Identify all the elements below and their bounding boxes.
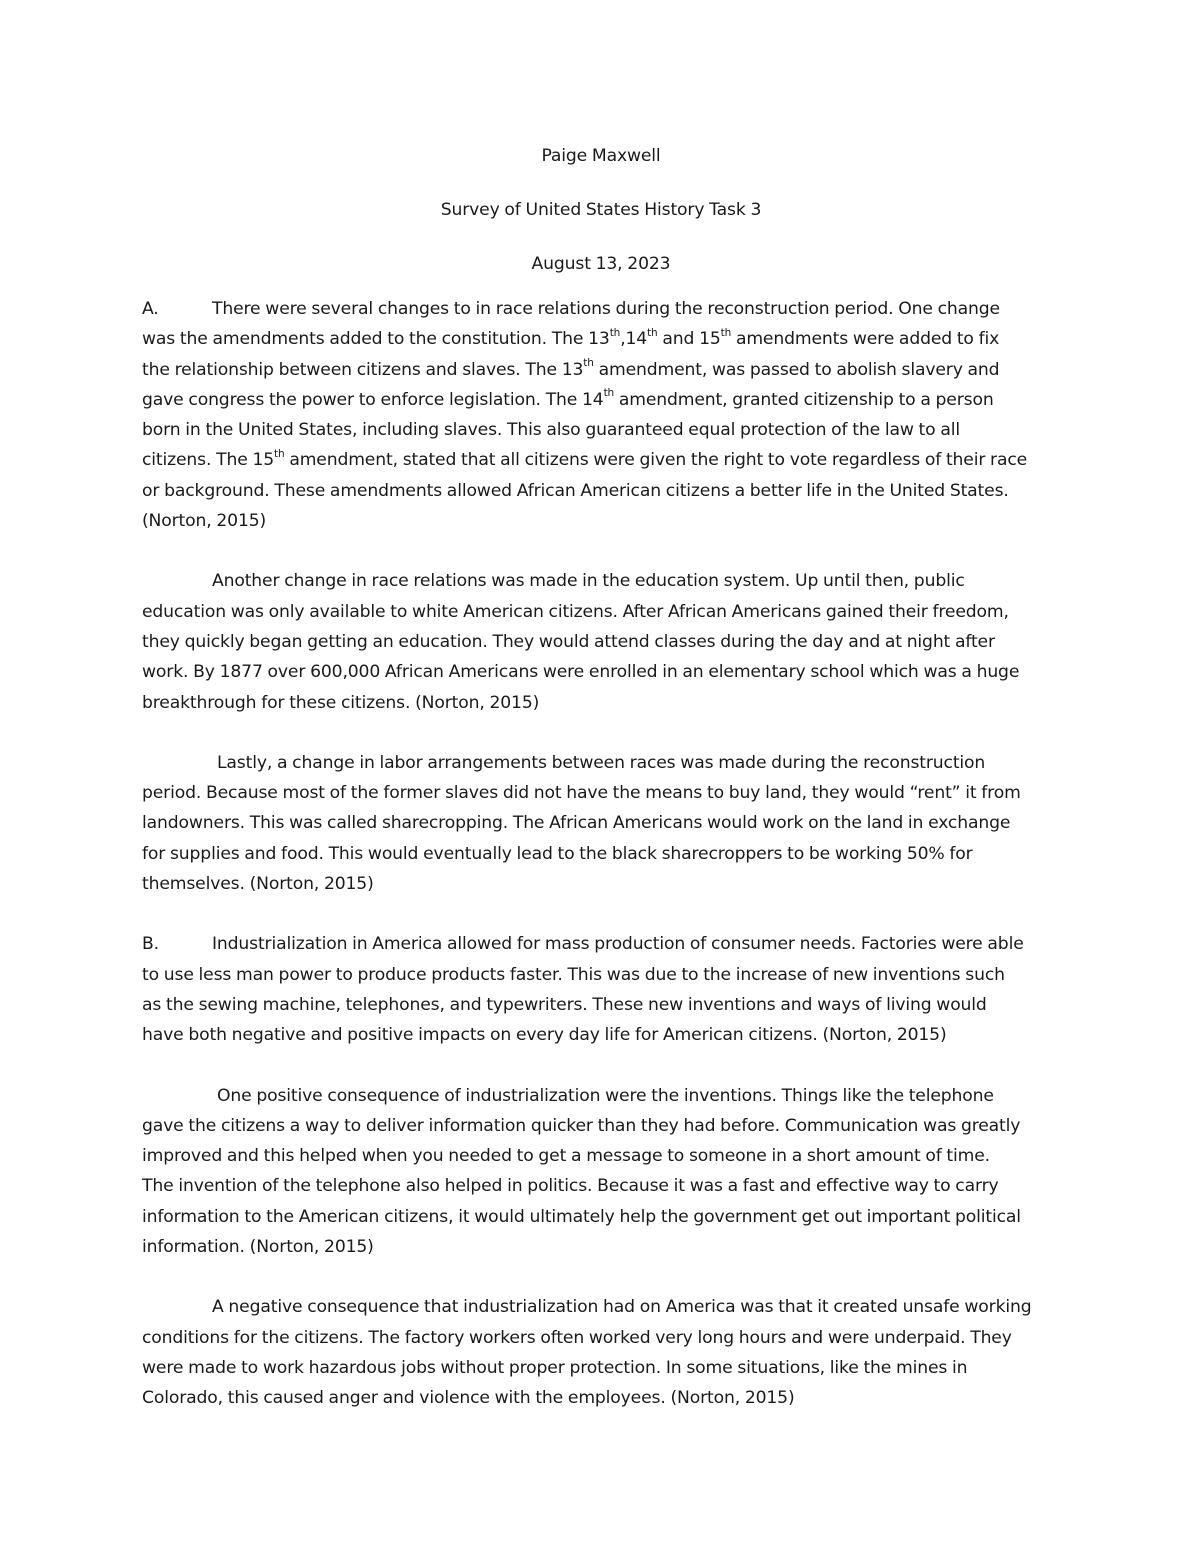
paragraph-text: One positive consequence of industrialization were the inventions. Things like the telephone	[217, 1085, 994, 1106]
paragraph-line: they quickly began getting an education. They would attend classes during the day and at night after	[142, 631, 995, 652]
ordinal-superscript: th	[274, 447, 285, 460]
paragraph-text: citizens. The 15	[142, 450, 275, 471]
paragraph-text: There were several changes to in race relations during the reconstruction period. One change	[212, 299, 1000, 319]
paragraph-text: gave congress the power to enforce legislation. The 14	[142, 389, 604, 410]
author-name: Paige Maxwell	[541, 146, 661, 166]
paragraph-text: the relationship between citizens and slaves. The 13	[142, 359, 584, 380]
paragraph-line: information. (Norton, 2015)	[142, 1237, 374, 1258]
paragraph-line	[142, 566, 1060, 596]
paragraph-line	[142, 294, 1060, 324]
paragraph-line: improved and this helped when you needed to get a message to someone in a short amount of time.	[142, 1146, 990, 1167]
paragraph-line	[142, 385, 1060, 415]
paragraph-line	[142, 445, 1060, 475]
section-a-paragraph-1	[142, 294, 1060, 536]
section-b-label: B.	[142, 934, 159, 955]
paragraph-line: were made to work hazardous jobs without proper protection. In some situations, like the mines in	[142, 1357, 968, 1378]
paragraph-line	[142, 748, 1060, 778]
paragraph-text: Industrialization in America allowed for mass production of consumer needs. Factories were able	[212, 934, 1024, 955]
ordinal-superscript: th	[603, 387, 615, 400]
paragraph-line: work. By 1877 over 600,000 African Americans were enrolled in an elementary school which was a huge	[142, 662, 1020, 683]
paragraph-text: Lastly, a change in labor arrangements between races was made during the reconstruction	[217, 752, 986, 773]
paragraph-line	[142, 929, 1060, 959]
paragraph-line: landowners. This was called sharecropping. The African Americans would work on the land in exchange	[142, 813, 1011, 834]
paragraph-line: (Norton, 2015)	[142, 511, 267, 532]
paragraph-text: Another change in race relations was made in the education system. Up until then, public	[212, 571, 965, 592]
paragraph-line: education was only available to white American citizens. After African Americans gained their freedom,	[142, 601, 1009, 622]
document-body	[142, 138, 1060, 1414]
section-b-paragraph-3	[142, 1292, 1060, 1413]
document-date: August 13, 2023	[531, 254, 671, 274]
ordinal-superscript: th	[720, 326, 732, 339]
paragraph-line: Colorado, this caused anger and violence with the employees. (Norton, 2015)	[142, 1388, 795, 1409]
ordinal-superscript: th	[583, 356, 594, 369]
section-b-paragraph-1	[142, 929, 1060, 1050]
paragraph-text: was the amendments added to the constitution. The 13	[142, 329, 610, 350]
paragraph-line: period. Because most of the former slaves did not have the means to buy land, they would “rent” it from	[142, 783, 1021, 804]
paragraph-text: amendment, granted citizenship to a person	[614, 389, 994, 410]
section-a-paragraph-2	[142, 566, 1060, 717]
paragraph-line: The invention of the telephone also helped in politics. Because it was a fast and effective way to carry	[142, 1176, 999, 1197]
ordinal-superscript: th	[609, 326, 621, 339]
paragraph-text: amendment, stated that all citizens were given the right to vote regardless of their race	[284, 450, 1028, 471]
paragraph-line	[142, 1292, 1060, 1322]
paragraph-line: to use less man power to produce products faster. This was due to the increase of new inventions such	[142, 964, 1005, 985]
paragraph-text: amendment, was passed to abolish slavery and	[593, 359, 1000, 380]
section-b-paragraph-2	[142, 1081, 1060, 1263]
section-a-paragraph-3	[142, 748, 1060, 899]
paragraph-line: information to the American citizens, it would ultimately help the government get out important political	[142, 1206, 1021, 1227]
course-title: Survey of United States History Task 3	[440, 200, 762, 220]
paragraph-text: and 15	[657, 329, 721, 350]
paragraph-line: conditions for the citizens. The factory workers often worked very long hours and were underpaid. They	[142, 1327, 1012, 1348]
paragraph-line: or background. These amendments allowed African American citizens a better life in the United States.	[142, 480, 1009, 501]
paragraph-text: ,14	[620, 329, 648, 350]
paragraph-line: as the sewing machine, telephones, and typewriters. These new inventions and ways of living would	[142, 994, 987, 1015]
section-a-label: A.	[142, 299, 159, 319]
paragraph-line	[142, 355, 1060, 385]
paragraph-line	[142, 1081, 1060, 1111]
paragraph-line: gave the citizens a way to deliver information quicker than they had before. Communication was greatly	[142, 1115, 1021, 1136]
paragraph-line: breakthrough for these citizens. (Norton, 2015)	[142, 692, 540, 713]
ordinal-superscript: th	[647, 326, 658, 339]
paragraph-line: themselves. (Norton, 2015)	[142, 874, 374, 895]
paragraph-line	[142, 324, 1060, 354]
paragraph-text: A negative consequence that industrialization had on America was that it created unsafe working	[212, 1297, 1032, 1318]
paragraph-line: born in the United States, including slaves. This also guaranteed equal protection of the law to all	[142, 420, 960, 441]
paragraph-text: amendments were added to fix	[731, 329, 1000, 350]
paragraph-line: for supplies and food. This would eventually lead to the black sharecroppers to be working 50% for	[142, 843, 973, 864]
paragraph-line: have both negative and positive impacts on every day life for American citizens. (Norton, 2015)	[142, 1025, 947, 1046]
